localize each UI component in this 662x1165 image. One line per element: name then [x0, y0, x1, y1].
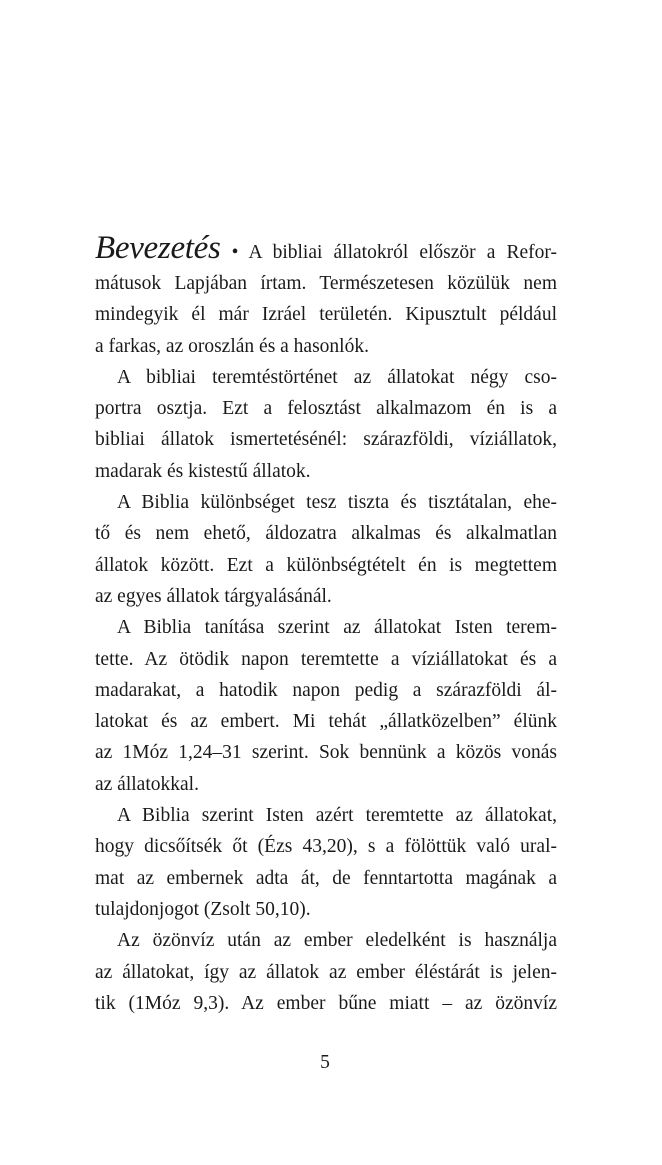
text-line: az egyes állatok tárgyalásánál. [95, 585, 332, 607]
text-line: mat az embernek adta át, de fenntartotta magának a [95, 867, 557, 889]
text-line: Az özönvíz után az ember eledelként is használja [117, 930, 557, 952]
text-lines [95, 268, 557, 1019]
chapter-heading: Bevezetés [95, 230, 221, 266]
text-line: A Biblia különbséget tesz tiszta és tisztátalan, ehe- [117, 492, 557, 514]
text-line: madarak és kistestű állatok. [95, 460, 311, 482]
text-line: mindegyik él már Izráel területén. Kipusztult például [95, 304, 557, 326]
first-line-text: A bibliai állatokról először a Refor- [248, 242, 557, 263]
text-line: A Biblia tanítása szerint az állatokat Isten terem- [117, 617, 557, 639]
body-text [95, 228, 557, 1019]
text-line: állatok között. Ezt a különbségtételt én is megtettem [95, 554, 557, 576]
text-line: latokat és az embert. Mi tehát „állatközelben” élünk [95, 711, 557, 733]
page-number: 5 [320, 1052, 330, 1073]
text-line: az 1Móz 1,24–31 szerint. Sok bennünk a közös vonás [95, 742, 557, 764]
text-line: tik (1Móz 9,3). Az ember bűne miatt – az özönvíz [95, 992, 557, 1014]
text-line: hogy dicsőítsék őt (Ézs 43,20), s a fölöttük való ural- [95, 836, 557, 858]
text-line: tette. Az ötödik napon teremtette a víziállatokat és a [95, 648, 557, 670]
first-line [95, 228, 557, 268]
text-line: A bibliai teremtéstörténet az állatokat négy cso- [117, 366, 557, 388]
text-line: bibliai állatok ismertetésénél: szárazföldi, víziállatok, [95, 429, 557, 451]
text-line: tulajdonjogot (Zsolt 50,10). [95, 898, 311, 920]
separator-bullet: • [231, 242, 239, 263]
text-line: tő és nem ehető, áldozatra alkalmas és alkalmatlan [95, 523, 557, 545]
text-line: mátusok Lapjában írtam. Természetesen közülük nem [95, 273, 557, 294]
text-line: az állatokat, így az állatok az ember éléstárát is jelen- [95, 961, 557, 983]
text-line: A Biblia szerint Isten azért teremtette az állatokat, [117, 805, 557, 827]
text-line: madarakat, a hatodik napon pedig a szárazföldi ál- [95, 679, 557, 701]
text-line: portra osztja. Ezt a felosztást alkalmazom én is a [95, 398, 557, 420]
text-line: a farkas, az oroszlán és a hasonlók. [95, 335, 369, 357]
text-line: az állatokkal. [95, 773, 199, 795]
